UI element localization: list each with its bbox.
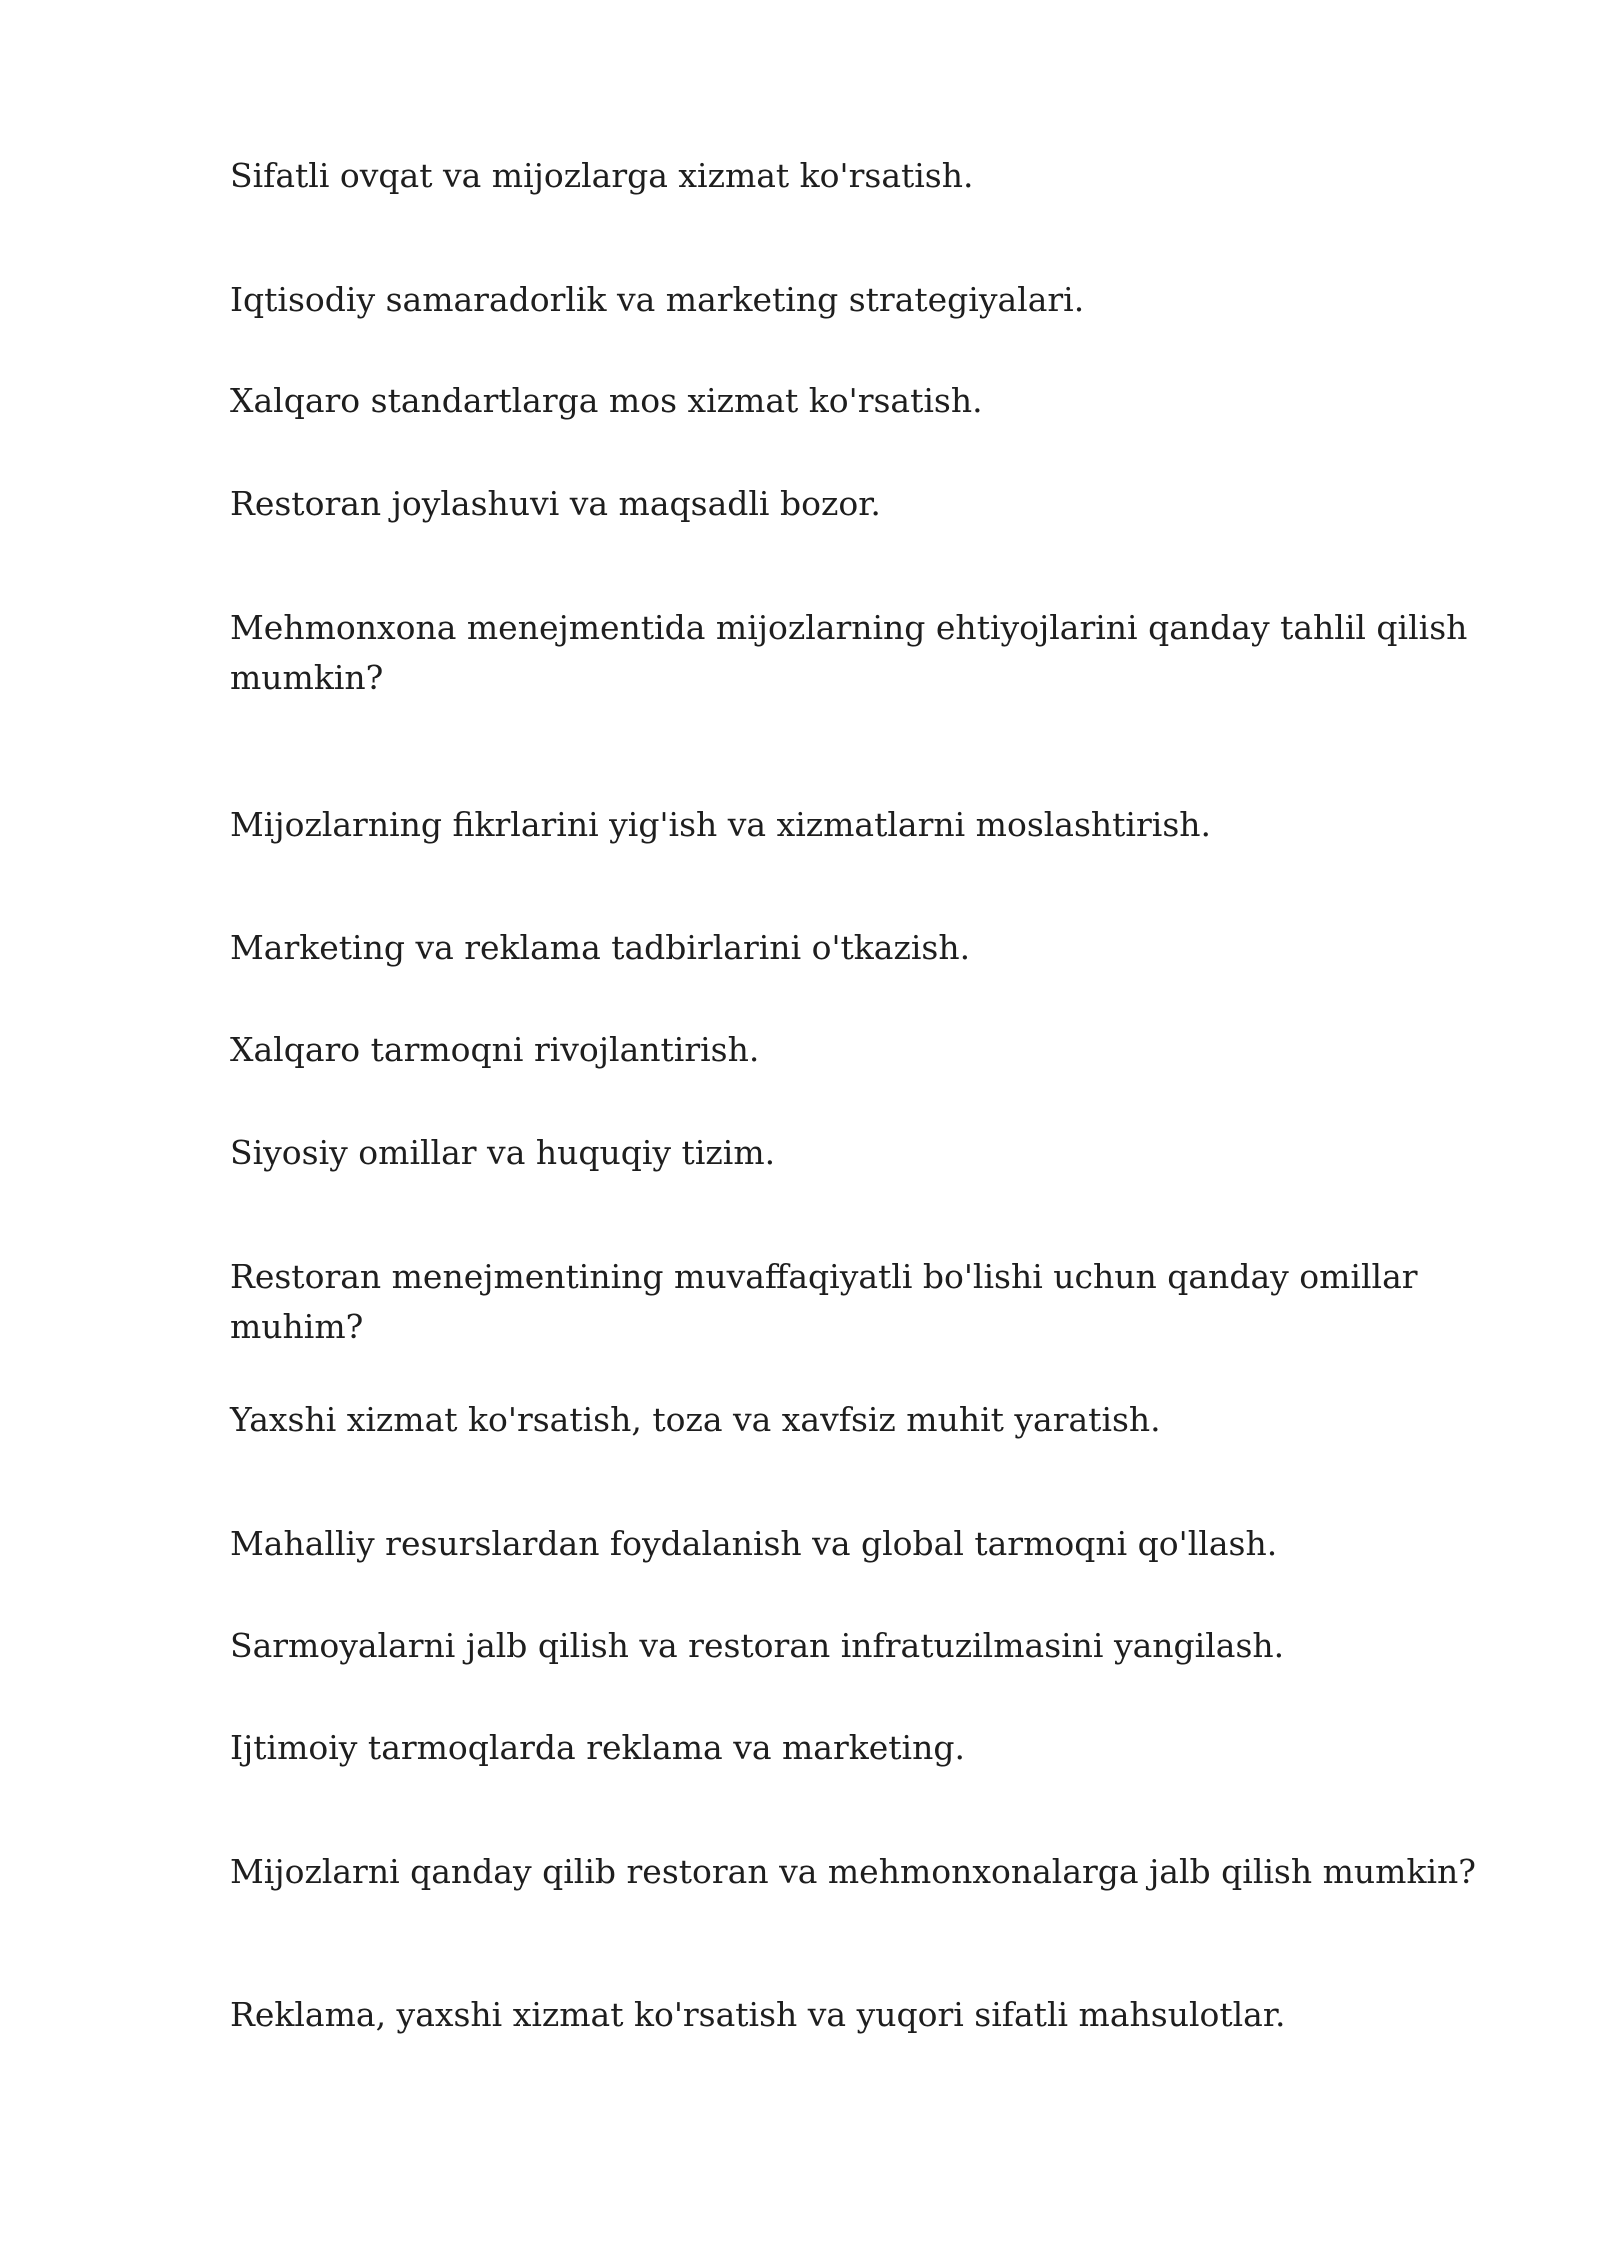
question-line: Mijozlarni qanday qilib restoran va mehmonxonalarga jalb qilish mumkin?: [230, 1852, 1476, 1891]
answer-line: Sifatli ovqat va mijozlarga xizmat ko'rsatish.: [230, 156, 974, 195]
question-line: Restoran menejmentining muvaffaqiyatli bo'lishi uchun qanday omillar muhim?: [230, 1257, 1418, 1346]
answer-line: Restoran joylashuvi va maqsadli bozor.: [230, 484, 881, 523]
answer-line: Mijozlarning fikrlarini yig'ish va xizmatlarni moslashtirish.: [230, 805, 1211, 844]
answer-line: Sarmoyalarni jalb qilish va restoran infratuzilmasini yangilash.: [230, 1626, 1285, 1665]
answer-line: Xalqaro tarmoqni rivojlantirish.: [230, 1030, 760, 1069]
answer-line: Marketing va reklama tadbirlarini o'tkazish.: [230, 928, 971, 967]
answer-line: Xalqaro standartlarga mos xizmat ko'rsatish.: [230, 381, 983, 420]
answer-line: Iqtisodiy samaradorlik va marketing strategiyalari.: [230, 280, 1085, 319]
answer-line: Reklama, yaxshi xizmat ko'rsatish va yuqori sifatli mahsulotlar.: [230, 1995, 1286, 2034]
answer-line: Ijtimoiy tarmoqlarda reklama va marketing.: [230, 1728, 965, 1767]
answer-line: Mahalliy resurslardan foydalanish va global tarmoqni qo'llash.: [230, 1524, 1278, 1563]
question-line: Mehmonxona menejmentida mijozlarning ehtiyojlarini qanday tahlil qilish mumkin?: [230, 608, 1468, 697]
answer-line: Siyosiy omillar va huquqiy tizim.: [230, 1133, 776, 1172]
answer-line: Yaxshi xizmat ko'rsatish, toza va xavfsiz muhit yaratish.: [230, 1400, 1161, 1439]
